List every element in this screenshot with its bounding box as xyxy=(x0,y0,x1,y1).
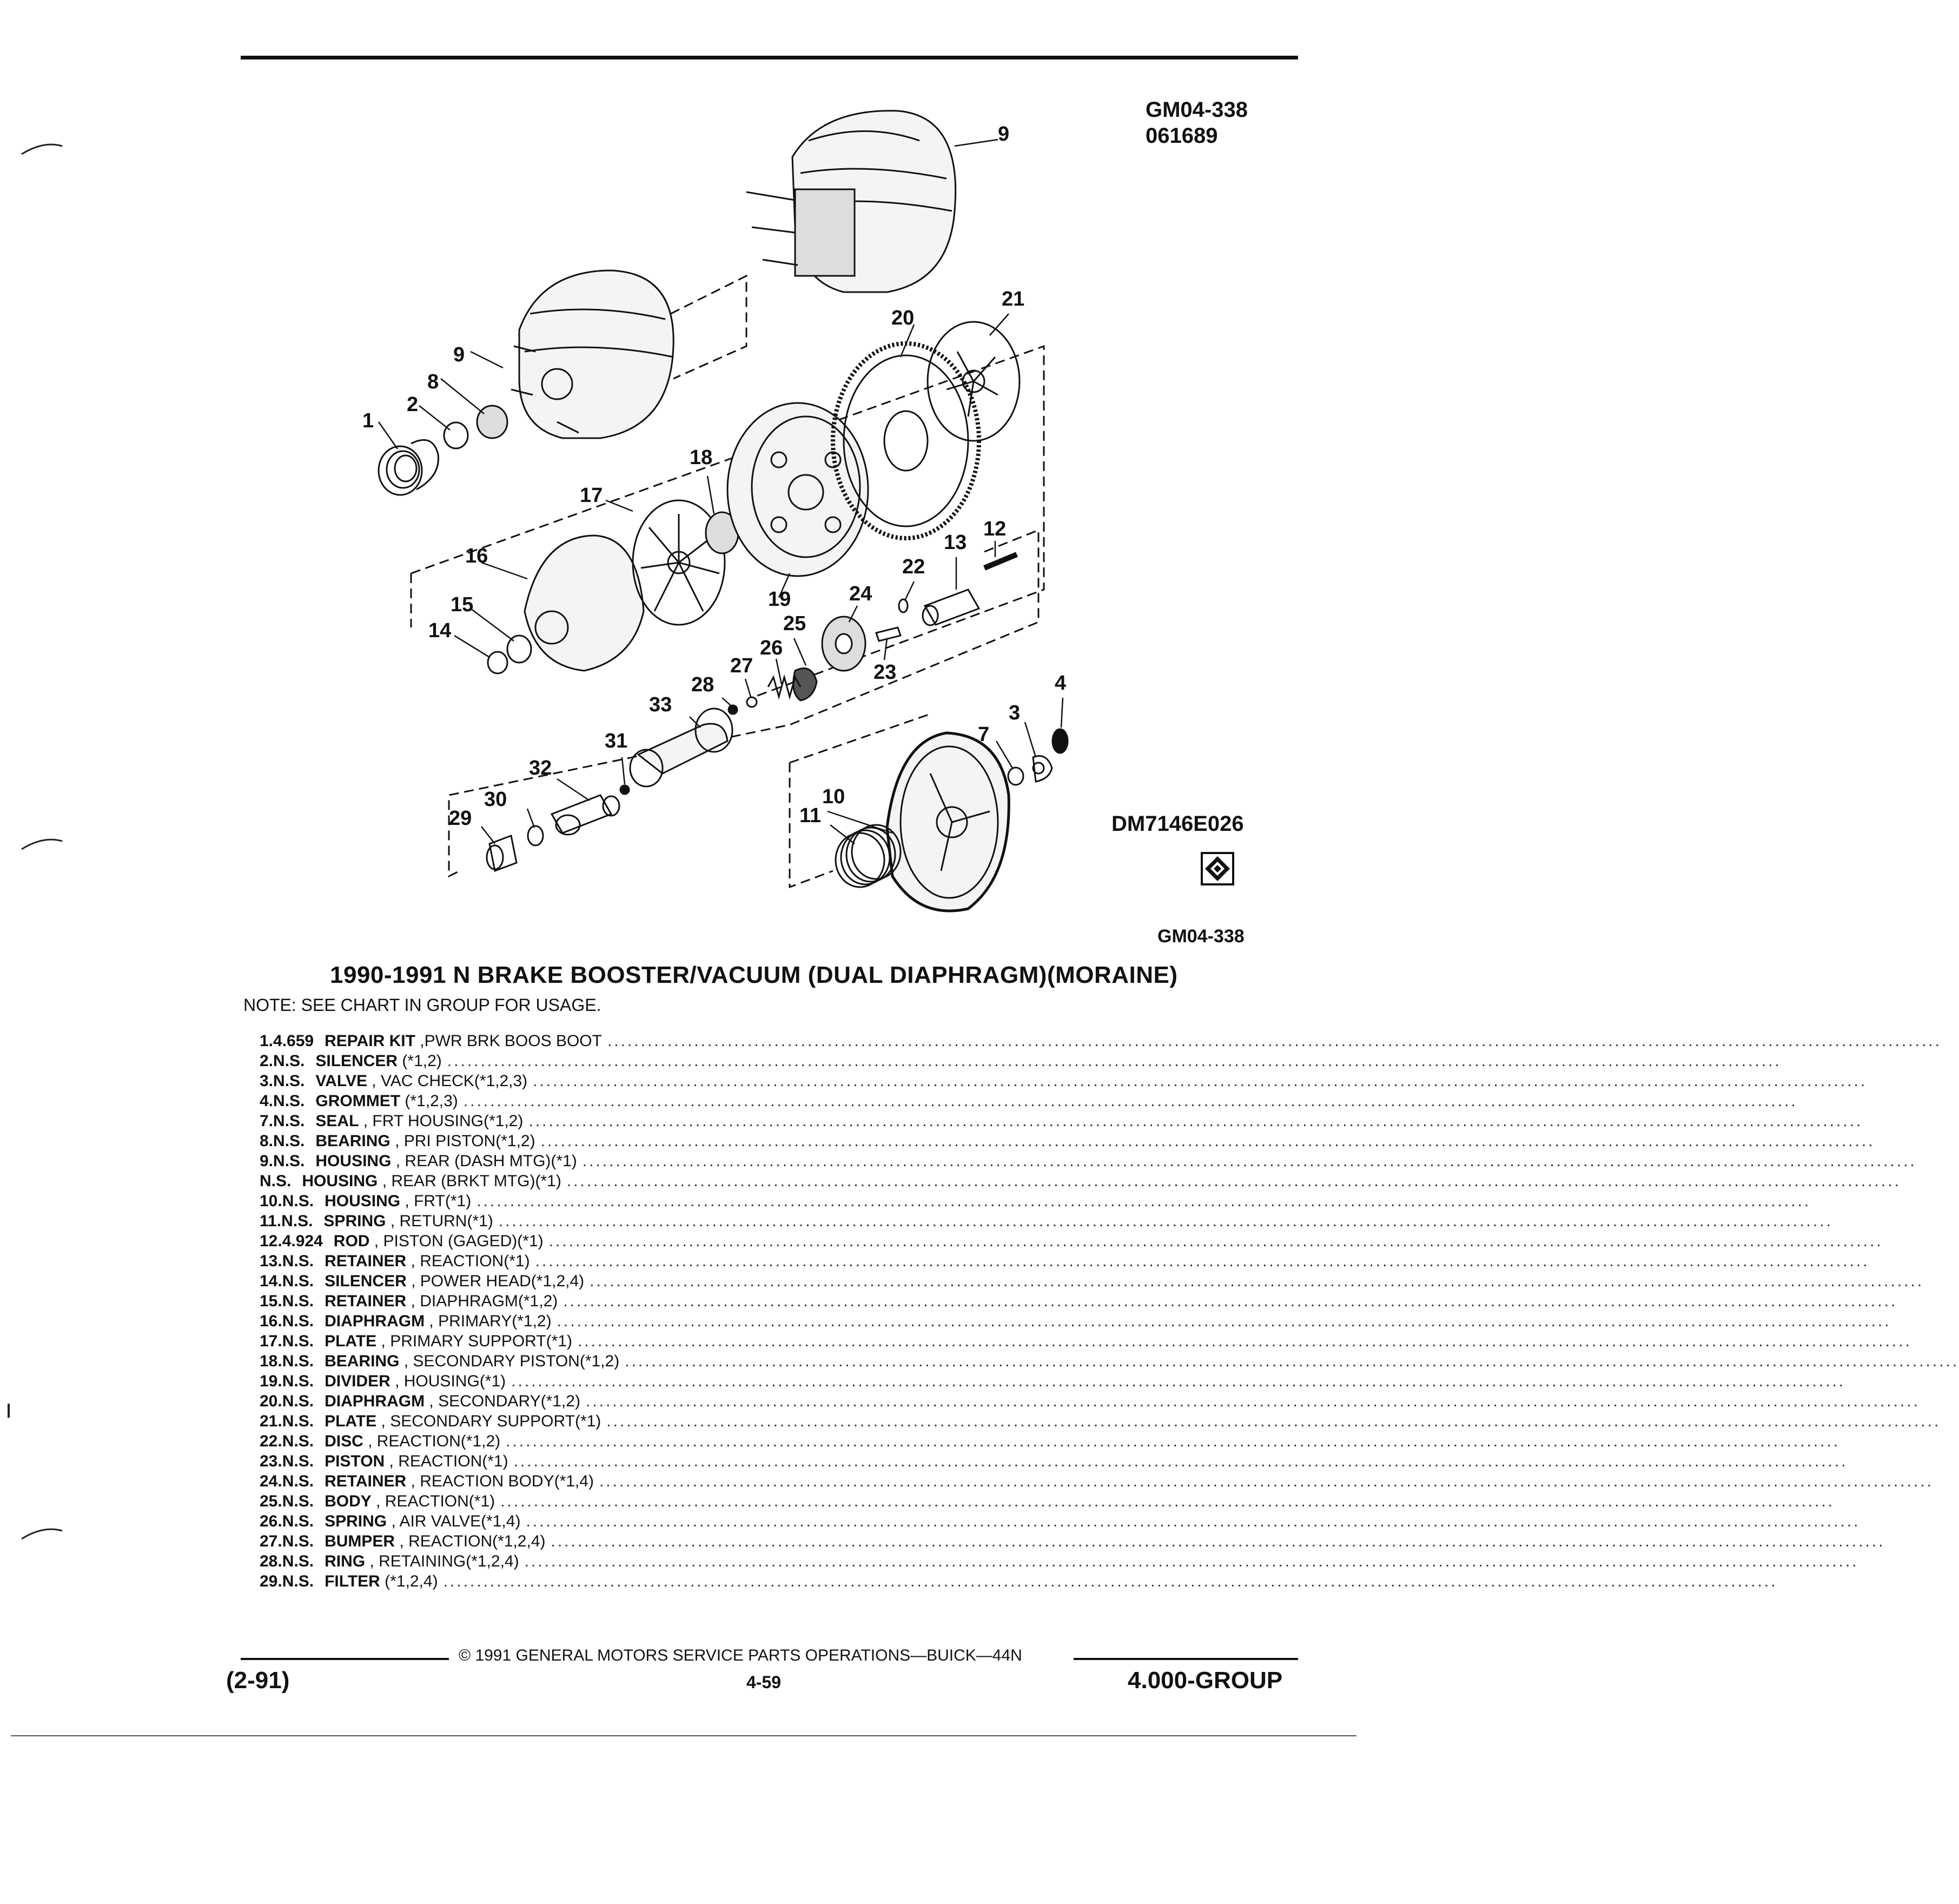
item-number: 7. xyxy=(260,1112,274,1130)
part-number: N.S. xyxy=(282,1472,314,1490)
gm-diamond-logo-icon xyxy=(1201,852,1234,885)
part-description xyxy=(314,1531,1885,1551)
part-detail: , PRIMARY SUPPORT(*1) xyxy=(376,1332,572,1350)
part-number: N.S. xyxy=(282,1412,314,1430)
part-description xyxy=(305,1131,1875,1151)
item-number: 17. xyxy=(260,1332,282,1350)
piston-rod-illustration xyxy=(984,554,1017,568)
parts-row xyxy=(260,1431,1841,1451)
repair-kit-boot-illustration xyxy=(379,440,439,495)
leader-dots: ........................................................................................................................................................................................................ xyxy=(606,1412,1941,1430)
front-housing-seal-illustration xyxy=(1053,729,1068,753)
callout-label: 8 xyxy=(427,371,439,393)
item-number: 26. xyxy=(260,1512,282,1530)
item-number: 11. xyxy=(260,1212,282,1230)
part-number: N.S. xyxy=(282,1352,314,1370)
callout-label: 9 xyxy=(998,123,1010,146)
part-name: HOUSING xyxy=(315,1152,392,1170)
part-number: N.S. xyxy=(282,1432,314,1450)
item-number: 24. xyxy=(260,1472,282,1490)
item-number: 9. xyxy=(260,1152,274,1170)
part-description xyxy=(314,1431,1840,1451)
leader-dots: ........................................................................................................................................................................................................ xyxy=(498,1212,1833,1230)
leader-dots: ........................................................................................................................................................................................................ xyxy=(500,1492,1835,1510)
part-name: RETAINER xyxy=(325,1472,407,1490)
callout-label: 4 xyxy=(1055,672,1067,695)
part-number: N.S. xyxy=(273,1072,305,1090)
item-number: 13. xyxy=(260,1252,282,1270)
part-name: DISC xyxy=(325,1432,363,1450)
part-detail: , REACTION(*1,2) xyxy=(363,1432,501,1450)
item-number: 27. xyxy=(260,1532,282,1550)
part-name: BEARING xyxy=(325,1352,400,1370)
part-name: HOUSING xyxy=(325,1192,401,1210)
leader-dots: ........................................................................................................................................................................................................ xyxy=(599,1472,1934,1490)
parts-row xyxy=(260,1111,1863,1131)
leader-dots: ........................................................................................................................................................................................................ xyxy=(528,1112,1863,1130)
part-description xyxy=(314,1271,1924,1291)
part-number: N.S. xyxy=(282,1452,314,1470)
part-detail: , VAC CHECK(*1,2,3) xyxy=(367,1072,528,1090)
leader-dots: ........................................................................................................................................................................................................ xyxy=(506,1432,1841,1450)
reaction-retainer-illustration xyxy=(923,590,979,625)
part-detail: , HOUSING(*1) xyxy=(390,1372,506,1390)
part-number: N.S. xyxy=(273,1112,305,1130)
power-head-silencer-illustration xyxy=(488,652,507,673)
group-label: 4.000-GROUP xyxy=(1128,1667,1283,1694)
part-detail: , AIR VALVE(*1,4) xyxy=(387,1512,521,1530)
leader-dots: ........................................................................................................................................................................................................ xyxy=(577,1332,1912,1350)
footer-rule-right xyxy=(1074,1658,1298,1660)
footer-rule-left xyxy=(241,1658,449,1660)
parts-row xyxy=(260,1391,1920,1411)
part-detail: , POWER HEAD(*1,2,4) xyxy=(406,1272,585,1290)
part-detail: , REACTION(*1) xyxy=(385,1452,508,1470)
callout-label: 1 xyxy=(362,409,374,432)
part-name: GROMMET xyxy=(315,1092,401,1110)
part-number: N.S. xyxy=(273,1052,305,1070)
leader-dots: ........................................................................................................................................................................................................ xyxy=(551,1532,1885,1550)
parts-row xyxy=(260,1251,1870,1271)
parts-row xyxy=(260,1171,1901,1191)
part-number: N.S. xyxy=(260,1172,292,1190)
callout-label: 9 xyxy=(453,343,465,366)
parts-row xyxy=(260,1311,1891,1331)
part-name: RETAINER xyxy=(325,1252,407,1270)
leader-dots: ........................................................................................................................................................................................................ xyxy=(447,1052,1782,1070)
part-name: VALVE xyxy=(315,1072,367,1090)
reaction-body-retainer-illustration xyxy=(822,617,865,671)
part-name: REPAIR KIT xyxy=(325,1032,415,1050)
callout-label: 17 xyxy=(580,484,603,507)
pri-piston-bearing-illustration xyxy=(477,406,507,438)
callout-label: 15 xyxy=(451,593,474,616)
part-description xyxy=(314,1351,1959,1371)
part-number: N.S. xyxy=(282,1572,314,1590)
reaction-bumper-illustration xyxy=(747,697,757,707)
part-description xyxy=(314,1471,1934,1491)
parts-row xyxy=(260,1351,1959,1371)
part-number: N.S. xyxy=(282,1192,314,1210)
reaction-disc-illustration xyxy=(899,599,908,612)
part-description xyxy=(291,1171,1901,1191)
part-detail: ,PWR BRK BOOS BOOT xyxy=(415,1032,602,1050)
part-detail: , SECONDARY PISTON(*1,2) xyxy=(399,1352,620,1370)
item-number: 12. xyxy=(260,1232,282,1250)
part-description xyxy=(314,1411,1941,1431)
part-name: SILENCER xyxy=(315,1052,398,1070)
retainer-ring-30-illustration xyxy=(528,826,543,845)
part-name: FILTER xyxy=(325,1572,380,1590)
leader-dots: ........................................................................................................................................................................................................ xyxy=(563,1292,1898,1310)
part-name: BUMPER xyxy=(325,1532,395,1550)
usage-note: NOTE: SEE CHART IN GROUP FOR USAGE. xyxy=(243,995,601,1015)
callout-label: 32 xyxy=(529,757,552,779)
parts-row xyxy=(260,1271,1924,1291)
callout-label: 7 xyxy=(978,723,990,746)
primary-diaphragm-illustration xyxy=(525,536,644,671)
grommet-illustration xyxy=(1008,768,1023,785)
parts-row xyxy=(260,1291,1898,1311)
item-number: 1. xyxy=(260,1032,274,1050)
part-description xyxy=(314,1391,1920,1411)
item-number: 23. xyxy=(260,1452,282,1470)
callout-label: 2 xyxy=(407,393,419,416)
parts-list xyxy=(260,1031,1959,1591)
callout-label: 30 xyxy=(484,788,507,811)
part-description xyxy=(314,1371,1845,1391)
item-number: 25. xyxy=(260,1492,282,1510)
part-description xyxy=(314,1511,1860,1531)
leader-dots: ........................................................................................................................................................................................................ xyxy=(590,1272,1924,1290)
part-description xyxy=(314,1191,1811,1211)
leader-dots: ........................................................................................................................................................................................................ xyxy=(526,1512,1861,1530)
parts-row xyxy=(260,1331,1912,1351)
item-number: 28. xyxy=(260,1552,282,1570)
part-name: BODY xyxy=(325,1492,372,1510)
callout-label: 27 xyxy=(730,654,753,677)
part-name: PISTON xyxy=(325,1452,385,1470)
part-name: SPRING xyxy=(323,1212,386,1230)
header-date-code: 061689 xyxy=(1146,124,1218,148)
parts-row xyxy=(260,1131,1875,1151)
part-description xyxy=(314,1251,1869,1271)
part-detail: , RETAINING(*1,2,4) xyxy=(365,1552,519,1570)
leader-dots: ........................................................................................................................................................................................................ xyxy=(548,1232,1883,1250)
leader-dots: ........................................................................................................................................................................................................ xyxy=(557,1312,1891,1330)
part-detail: , REACTION(*1) xyxy=(371,1492,495,1510)
part-description xyxy=(314,1551,1859,1571)
part-description xyxy=(314,1311,1891,1331)
callout-label: 21 xyxy=(1002,288,1025,310)
leader-dots: ........................................................................................................................................................................................................ xyxy=(524,1552,1859,1570)
part-description xyxy=(305,1051,1781,1071)
part-name: RETAINER xyxy=(325,1292,407,1310)
part-description xyxy=(314,1331,1912,1351)
leader-dots: ........................................................................................................................................................................................................ xyxy=(585,1392,1920,1410)
rear-housing-dash-illustration xyxy=(511,270,673,438)
parts-row xyxy=(260,1371,1846,1391)
part-description xyxy=(313,1211,1832,1231)
part-number: N.S. xyxy=(282,1292,314,1310)
part-description xyxy=(314,1571,1777,1591)
callout-label: 31 xyxy=(605,730,628,752)
part-name: RING xyxy=(325,1552,366,1570)
parts-row xyxy=(260,1031,1942,1051)
callout-label: 19 xyxy=(768,588,791,611)
parts-row xyxy=(260,1531,1885,1551)
item-number: 22. xyxy=(260,1432,282,1450)
brake-booster-exploded-diagram xyxy=(325,87,1352,930)
item-number: 15. xyxy=(260,1292,282,1310)
part-detail: , REAR (DASH MTG)(*1) xyxy=(391,1152,577,1170)
valve-piston-illustration xyxy=(630,709,732,786)
part-name: DIAPHRAGM xyxy=(325,1312,425,1330)
item-number: 29. xyxy=(260,1572,282,1590)
part-name: SILENCER xyxy=(325,1272,407,1290)
part-name: SPRING xyxy=(325,1512,387,1530)
valve-plunger-illustration xyxy=(552,795,619,835)
page-number: 4-59 xyxy=(746,1672,782,1692)
callout-label: 23 xyxy=(873,661,897,684)
leader-dots: ........................................................................................................................................................................................................ xyxy=(582,1152,1917,1170)
part-detail: , REACTION BODY(*1,4) xyxy=(406,1472,594,1490)
leader-dots: ........................................................................................................................................................................................................ xyxy=(476,1192,1811,1210)
item-number: 19. xyxy=(260,1372,282,1390)
leader-dots: ........................................................................................................................................................................................................ xyxy=(535,1252,1870,1270)
part-name: SEAL xyxy=(315,1112,359,1130)
callout-label: 11 xyxy=(799,804,822,827)
parts-row xyxy=(260,1511,1861,1531)
front-housing-illustration xyxy=(887,733,1009,911)
leader-dots: ........................................................................................................................................................................................................ xyxy=(533,1072,1868,1090)
part-number: N.S. xyxy=(273,1132,305,1150)
parts-row xyxy=(260,1491,1835,1511)
leader-dots: ........................................................................................................................................................................................................ xyxy=(513,1452,1848,1470)
part-description xyxy=(314,1451,1848,1471)
top-rule xyxy=(241,56,1298,60)
part-detail: , REACTION(*1,2,4) xyxy=(395,1532,546,1550)
drawing-code: DM7146E026 xyxy=(1111,812,1244,836)
callout-label: 12 xyxy=(983,518,1007,540)
part-name: DIVIDER xyxy=(325,1372,391,1390)
item-number: 14. xyxy=(260,1272,282,1290)
page-title: 1990-1991 N BRAKE BOOSTER/VACUUM (DUAL DIAPHRAGM)(MORAINE) xyxy=(330,962,1178,988)
callout-label: 13 xyxy=(944,531,967,554)
page-bottom-rule xyxy=(11,1735,1356,1736)
item-number: 2. xyxy=(260,1052,274,1070)
part-description xyxy=(305,1071,1867,1091)
part-detail: (*1,2,3) xyxy=(400,1092,458,1110)
part-name: ROD xyxy=(333,1232,370,1250)
part-description xyxy=(305,1091,1797,1111)
parts-row xyxy=(260,1231,1883,1251)
parts-row xyxy=(260,1151,1917,1171)
reaction-body-illustration xyxy=(793,669,817,701)
part-number: N.S. xyxy=(282,1332,314,1350)
part-number: 4.924 xyxy=(282,1232,323,1250)
part-description xyxy=(314,1291,1897,1311)
part-detail: , FRT HOUSING(*1,2) xyxy=(359,1112,524,1130)
item-number: 4. xyxy=(260,1092,274,1110)
callout-label: 18 xyxy=(690,446,713,469)
retaining-ring-illustration xyxy=(729,705,737,714)
header-ref-code: GM04-338 xyxy=(1146,98,1248,122)
part-number: N.S. xyxy=(282,1512,314,1530)
part-name: PLATE xyxy=(325,1332,377,1350)
part-detail: , DIAPHRAGM(*1,2) xyxy=(406,1292,558,1310)
part-number: N.S. xyxy=(282,1492,314,1510)
item-number: 20. xyxy=(260,1392,282,1410)
leader-dots: ........................................................................................................................................................................................................ xyxy=(566,1172,1901,1190)
parts-row xyxy=(260,1091,1798,1111)
callout-label: 24 xyxy=(849,583,872,605)
housing-divider-illustration xyxy=(727,403,868,576)
leader-dots: ........................................................................................................................................................................................................ xyxy=(463,1092,1798,1110)
part-number: N.S. xyxy=(282,1252,314,1270)
part-detail: , SECONDARY(*1,2) xyxy=(425,1392,580,1410)
callout-label: 28 xyxy=(691,673,714,696)
part-number: N.S. xyxy=(282,1552,314,1570)
part-detail: , SECONDARY SUPPORT(*1) xyxy=(376,1412,601,1430)
item-number: 3. xyxy=(260,1072,274,1090)
callout-label: 29 xyxy=(449,807,472,830)
callout-label: 25 xyxy=(783,612,806,635)
part-description xyxy=(314,1031,1942,1051)
part-detail: , PRI PISTON(*1,2) xyxy=(390,1132,535,1150)
callout-label: 3 xyxy=(1009,702,1021,724)
part-name: HOUSING xyxy=(302,1172,378,1190)
callout-label: 22 xyxy=(902,556,925,578)
part-description xyxy=(305,1151,1916,1171)
footer-date: (2-91) xyxy=(226,1667,290,1694)
callout-label: 14 xyxy=(428,619,452,642)
callout-label: 33 xyxy=(649,693,672,716)
leader-dots: ........................................................................................................................................................................................................ xyxy=(511,1372,1846,1390)
parts-row xyxy=(260,1571,1778,1591)
copyright-line: © 1991 GENERAL MOTORS SERVICE PARTS OPERATIONS—BUICK—44N xyxy=(459,1647,1022,1664)
leader-dots: ........................................................................................................................................................................................................ xyxy=(443,1572,1778,1590)
part-number: N.S. xyxy=(282,1312,314,1330)
item-number: 21. xyxy=(260,1412,282,1430)
callout-label: 26 xyxy=(760,637,783,659)
part-description xyxy=(314,1491,1835,1511)
figure-ref: GM04-338 xyxy=(1157,926,1245,947)
part-detail: (*1,2,4) xyxy=(380,1572,438,1590)
callout-label: 20 xyxy=(891,307,915,329)
parts-row xyxy=(260,1451,1848,1471)
silencer-illustration xyxy=(444,422,468,448)
item-number: 16. xyxy=(260,1312,282,1330)
leader-dots: ........................................................................................................................................................................................................ xyxy=(625,1352,1959,1370)
parts-row xyxy=(260,1471,1934,1491)
parts-row xyxy=(260,1551,1859,1571)
parts-row xyxy=(260,1191,1811,1211)
parts-row xyxy=(260,1411,1941,1431)
part-number: 4.659 xyxy=(273,1032,314,1050)
part-description xyxy=(305,1111,1863,1131)
part-number: N.S. xyxy=(281,1212,313,1230)
part-number: N.S. xyxy=(282,1392,314,1410)
secondary-support-plate-illustration xyxy=(928,322,1020,441)
part-name: PLATE xyxy=(325,1412,377,1430)
part-detail: , RETURN(*1) xyxy=(386,1212,493,1230)
leader-dots: ........................................................................................................................................................................................................ xyxy=(540,1132,1875,1150)
part-number: N.S. xyxy=(273,1092,305,1110)
part-detail: (*1,2) xyxy=(398,1052,442,1070)
part-detail: , FRT(*1) xyxy=(400,1192,472,1210)
part-number: N.S. xyxy=(282,1532,314,1550)
part-detail: , REACTION(*1) xyxy=(406,1252,530,1270)
part-name: BEARING xyxy=(315,1132,391,1150)
item-number: 10. xyxy=(260,1192,282,1210)
part-number: N.S. xyxy=(282,1372,314,1390)
part-detail: , PRIMARY(*1,2) xyxy=(425,1312,552,1330)
item-number: 18. xyxy=(260,1352,282,1370)
reaction-piston-illustration xyxy=(876,627,901,641)
part-detail: , REAR (BRKT MTG)(*1) xyxy=(378,1172,561,1190)
callout-label: 16 xyxy=(465,545,488,567)
part-number: N.S. xyxy=(273,1152,305,1170)
part-number: N.S. xyxy=(282,1272,314,1290)
part-description xyxy=(323,1231,1883,1251)
filter-illustration xyxy=(487,836,517,871)
vac-check-valve-illustration xyxy=(1033,756,1052,782)
parts-row xyxy=(260,1051,1782,1071)
item-number: 8. xyxy=(260,1132,274,1150)
part-detail: , PISTON (GAGED)(*1) xyxy=(369,1232,544,1250)
margin-marks xyxy=(0,0,108,1904)
callout-label: 10 xyxy=(822,785,845,808)
rear-housing-brkt-illustration xyxy=(746,111,956,292)
part-name: DIAPHRAGM xyxy=(325,1392,425,1410)
leader-dots: ........................................................................................................................................................................................................ xyxy=(607,1032,1942,1050)
parts-row xyxy=(260,1071,1868,1091)
parts-row xyxy=(260,1211,1833,1231)
